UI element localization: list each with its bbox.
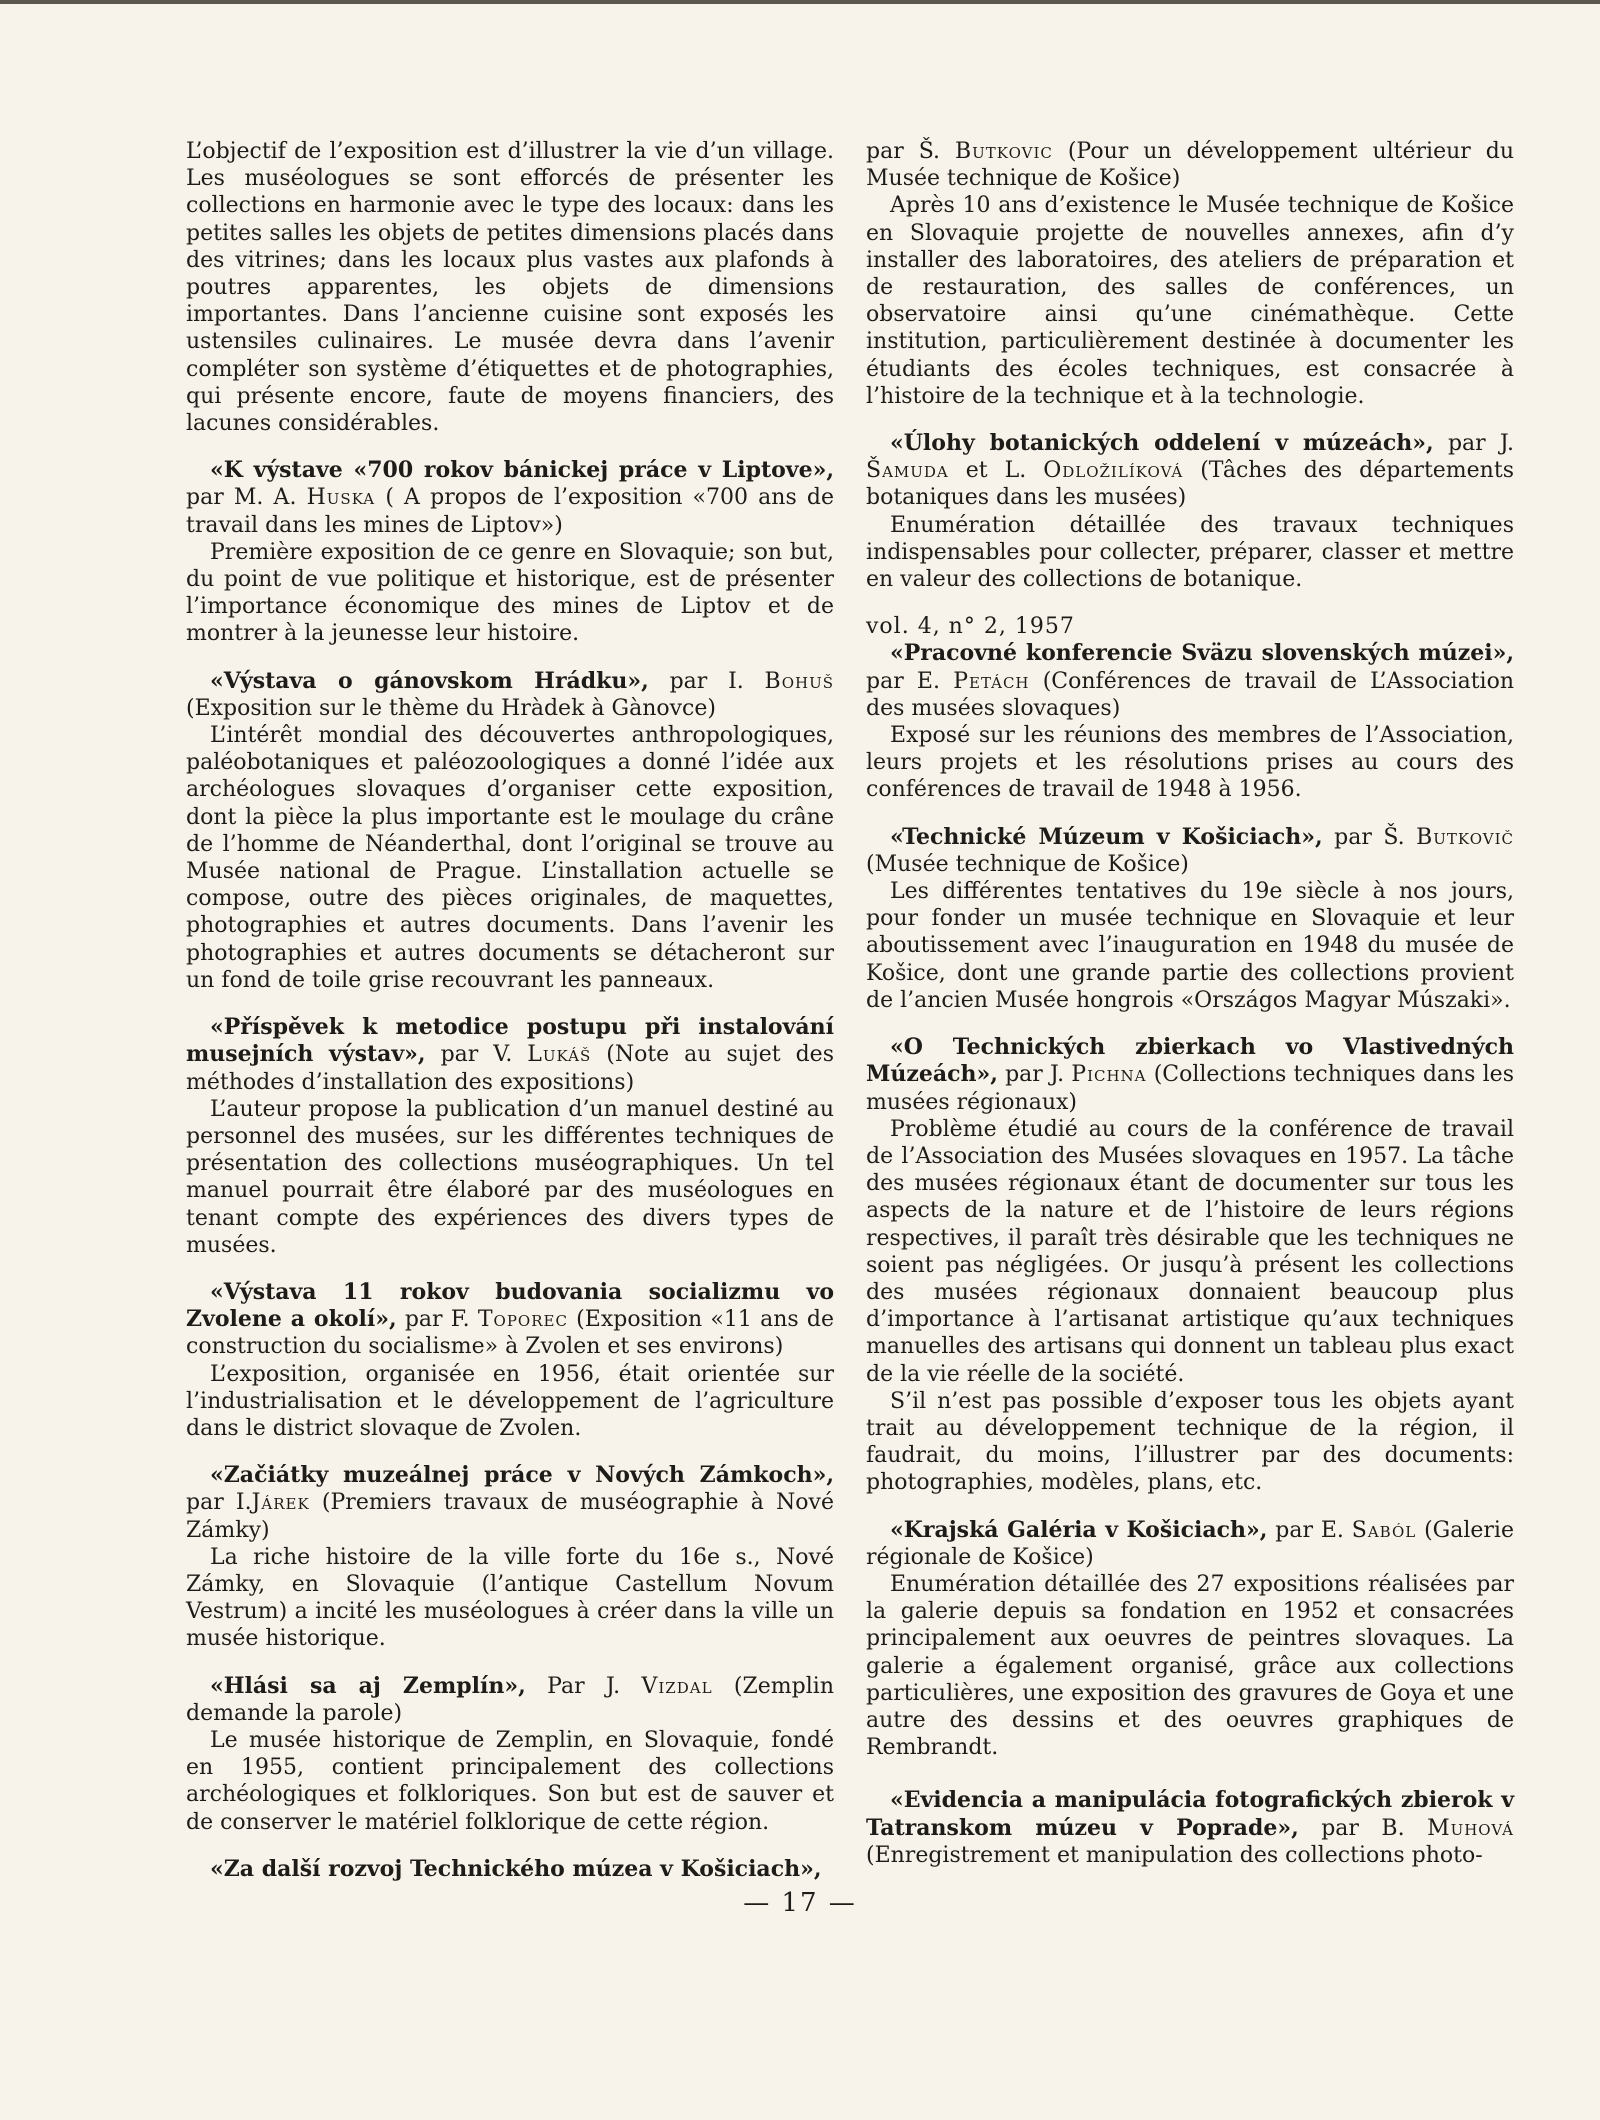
entry-summary: La riche histoire de la ville forte du 16e s., Nové Zámky, en Slovaquie (l’antique Castellum Novum Vestrum) a incité les muséologues à créer dans la ville un musée historique. bbox=[186, 1544, 834, 1652]
entry-summary: Enumération détaillée des 27 expositions réalisées par la galerie depuis sa fondation en 1952 et consacrées principalement aux oeuvres de peintres slovaques. La galerie a également organisé, grâce aux collections particulières, une exposition des gravures de Goya et une autre des dessins et des oeuvres graphiques de Rembrandt. bbox=[866, 1571, 1514, 1761]
entry-ulohy-botanickych bbox=[866, 430, 1514, 593]
entry-author: Butkovič bbox=[1416, 824, 1514, 850]
entry-summary: Après 10 ans d’existence le Musée technique de Košice en Slovaquie projette de nouvelles annexes, afin d’y installer des laboratoires, des ateliers de préparation et de restauration, des salles de conférences, un observatoire ainsi qu’une cinémathèque. Cette institution, particulièrement destinée à documenter les étudiants des écoles techniques, est consacrée à l’histoire de la technique et à la technologie. bbox=[866, 193, 1514, 409]
entry-by: par B. bbox=[1298, 1815, 1428, 1841]
entry-title: «Krajská Galéria v Košiciach», bbox=[890, 1516, 1268, 1543]
entry-technicke-muzeum bbox=[866, 824, 1514, 1014]
entry-author: Petách bbox=[953, 668, 1030, 694]
entry-heading bbox=[186, 457, 834, 539]
entry-heading bbox=[866, 138, 1514, 192]
entry-ganovskom-hradku bbox=[186, 668, 834, 994]
entry-by: par I. bbox=[186, 1490, 252, 1516]
entry-title: «Za další rozvoj Technického múzea v Košiciach», bbox=[210, 1855, 822, 1882]
entry-translation: (Exposition «11 ans de construction du socialisme» à Zvolen et ses environs) bbox=[186, 1307, 834, 1360]
entry-heading bbox=[186, 1462, 834, 1544]
entry-translation: (Galerie régionale de Košice) bbox=[866, 1517, 1514, 1570]
entry-title: «Pracovné konferencie Sväzu slovenských múzei», bbox=[890, 640, 1514, 667]
entry-title: «Začiátky muzeálnej práce v Nových Zámkoch», bbox=[210, 1462, 834, 1489]
right-column bbox=[866, 138, 1514, 1889]
entry-summary-continued: S’il n’est pas possible d’exposer tous les objets ayant trait au développement technique de la région, il faudrait, du moins, l’illustrer par des documents: photographies, modèles, plans, etc. bbox=[866, 1388, 1514, 1496]
entry-by: par Š. bbox=[866, 139, 955, 164]
page-number: — 17 — bbox=[743, 1888, 857, 1918]
entry-heading bbox=[866, 1787, 1514, 1869]
entry-by: par M. A. bbox=[186, 485, 307, 511]
entry-pracovne-konferencie bbox=[866, 640, 1514, 803]
entry-by: par J. bbox=[1433, 431, 1514, 457]
entry-heading bbox=[186, 1014, 834, 1096]
entry-author: Járek bbox=[251, 1490, 310, 1516]
entry-by: par Š. bbox=[1322, 824, 1417, 850]
entry-title: «O Technických zbierkach vo Vlastivedných Múzeách», bbox=[866, 1034, 1514, 1088]
entry-title: «Výstava o gánovskom Hrádku», bbox=[210, 667, 649, 694]
entry-title: «Úlohy botanických oddelení v múzeách», bbox=[890, 430, 1434, 457]
entry-by: et L. bbox=[948, 458, 1044, 484]
entry-heading bbox=[866, 824, 1514, 878]
entry-by: par I. bbox=[648, 668, 765, 694]
entry-summary: Les différentes tentatives du 19e siècle à nos jours, pour fonder un musée technique en Slovaquie et leur aboutissement avec l’inauguration en 1948 du musée de Košice, dont une grande partie des collections provient de l’ancien Musée hongrois «Országos Magyar Múszaki». bbox=[866, 879, 1514, 1013]
intro-paragraph: L’objectif de l’exposition est d’illustrer la vie d’un village. Les muséologues se sont efforcés de présenter les collections en harmonie avec le type des locaux: dans les petites salles les objets de petites dimensions placés dans des vitrines; dans les locaux plus vastes aux plafonds à poutres apparentes, les objets de dimensions importantes. Dans l’ancienne cuisine sont exposés les ustensiles culinaires. Le musée devra dans l’avenir compléter son système d’étiquettes et de photographies, qui présente encore, faute de moyens financiers, des lacunes considérables. bbox=[186, 139, 834, 437]
entry-author: Pichna bbox=[1071, 1062, 1147, 1088]
entry-by: par J. bbox=[997, 1062, 1072, 1088]
entry-heading bbox=[186, 1856, 834, 1883]
entry-vystava-11-rokov bbox=[186, 1279, 834, 1442]
entry-continued bbox=[866, 138, 1514, 410]
entry-zaciatky bbox=[186, 1462, 834, 1652]
entry-summary: Exposé sur les réunions des membres de l’Association, leurs projets et les résolutions prises au cours des conférences de travail de 1948 à 1956. bbox=[866, 723, 1514, 803]
entry-translation: (Tâches des départements botaniques dans les musées) bbox=[866, 458, 1514, 511]
scan-top-border bbox=[0, 0, 1600, 4]
entry-heading bbox=[186, 668, 834, 722]
entry-evidencia bbox=[866, 1787, 1514, 1869]
entry-author: Toporec bbox=[477, 1307, 568, 1333]
entry-title: «Hlási sa aj Zemplín», bbox=[210, 1672, 526, 1699]
volume-heading: vol. 4, n° 2, 1957 bbox=[866, 614, 1075, 640]
entry-by: par E. bbox=[866, 668, 954, 694]
entry-translation: (Premiers travaux de muséographie à Nové Zámky) bbox=[186, 1490, 834, 1543]
entry-k-vystave bbox=[186, 457, 834, 647]
entry-translation: (Exposition sur le thème du Hràdek à Gànovce) bbox=[186, 695, 716, 721]
entry-krajska-galeria bbox=[866, 1517, 1514, 1762]
entry-summary: L’exposition, organisée en 1956, était orientée sur l’industrialisation et le développement de l’agriculture dans le district slovaque de Zvolen. bbox=[186, 1361, 834, 1441]
entry-summary: Enumération détaillée des travaux techniques indispensables pour collecter, préparer, classer et mettre en valeur des collections de botanique. bbox=[866, 512, 1514, 593]
entry-prispevek bbox=[186, 1014, 834, 1259]
entry-summary: L’intérêt mondial des découvertes anthropologiques, paléobotaniques et paléozoologiques a donné l’idée aux archéologues slovaques d’organiser cette exposition, dont la pièce la plus importante est le moulage du crâne de l’homme de Néanderthal, dont l’original se trouve au Musée national de Prague. L’installation actuelle se compose, outre des pièces originales, de maquettes, photographies et autres documents. Dans l’avenir les photographies et autres documents se détacheront sur un fond de toile grise recouvrant les panneaux. bbox=[186, 723, 834, 993]
entry-translation: (Conférences de travail de L’Association des musées slovaques) bbox=[866, 668, 1514, 721]
entry-translation: ( A propos de l’exposition «700 ans de travail dans les mines de Liptov») bbox=[186, 485, 834, 538]
entry-author: Lukáš bbox=[527, 1042, 592, 1068]
entry-heading bbox=[866, 430, 1514, 512]
entry-by: par E. bbox=[1267, 1517, 1352, 1543]
entry-author: Muhová bbox=[1427, 1815, 1514, 1841]
entry-author: Saból bbox=[1351, 1517, 1417, 1543]
entry-by: Par J. bbox=[525, 1673, 642, 1699]
entry-heading bbox=[866, 1034, 1514, 1116]
entry-title: «Příspěvek k metodice postupu při instalování musejních výstav», bbox=[186, 1014, 834, 1068]
entry-summary: Première exposition de ce genre en Slovaquie; son but, du point de vue politique et historique, est de présenter l’importance économique des mines de Liptov et de montrer à la jeunesse leur histoire. bbox=[186, 539, 834, 647]
entry-summary: Problème étudié au cours de la conférence de travail de l’Association des Musées slovaques en 1957. La tâche des musées régionaux étant de documenter sur tous les aspects de la nature et de l’histoire de leurs régions respectives, il paraît très désirable que les techniques ne soient pas négligées. Or jusqu’à présent les collections des musées régionaux donnaient beaucoup plus d’importance à l’artisanat artistique qu’aux techniques manuelles des artisans qui donnent un tableau plus exact de la vie réelle de la société. bbox=[866, 1116, 1514, 1387]
entry-author: Huska bbox=[306, 485, 376, 511]
entry-by: par V. bbox=[425, 1042, 528, 1068]
entry-title: «K výstave «700 rokov bánickej práce v Liptove», bbox=[210, 457, 834, 484]
left-column bbox=[186, 138, 834, 1903]
entry-summary: Le musée historique de Zemplin, en Slovaquie, fondé en 1955, contient principalement des collections archéologiques et folkloriques. Son but est de sauver et de conserver le matériel folklorique de cette région. bbox=[186, 1727, 834, 1835]
entry-title: «Technické Múzeum v Košiciach», bbox=[890, 823, 1323, 850]
entry-title: «Výstava 11 rokov budovania socializmu vo Zvolene a okolí», bbox=[186, 1278, 834, 1333]
entry-author: Šamuda bbox=[866, 458, 949, 484]
entry-translation: (Note au sujet des méthodes d’installation des expositions) bbox=[186, 1042, 834, 1095]
entry-translation: (Enregistrement et manipulation des collections photo- bbox=[866, 1842, 1483, 1868]
entry-heading bbox=[186, 1279, 834, 1361]
entry-author: Vizdal bbox=[641, 1673, 713, 1699]
entry-heading bbox=[866, 640, 1514, 722]
entry-heading bbox=[866, 1517, 1514, 1571]
entry-za-dalsi-rozvoj bbox=[186, 1856, 834, 1883]
entry-summary: L’auteur propose la publication d’un manuel destiné au personnel des musées, sur les différentes techniques de présentation des collections muséographiques. Un tel manuel pourrait être élaboré par des muséologues en tenant compte des expériences des divers types de musées. bbox=[186, 1096, 834, 1258]
entry-hlasi-sa bbox=[186, 1673, 834, 1836]
entry-author: Butkovic bbox=[954, 139, 1053, 164]
entry-title: «Evidencia a manipulácia fotografických zbierok v Tatranskom múzeu v Poprade», bbox=[866, 1787, 1514, 1841]
entry-heading bbox=[186, 1673, 834, 1727]
entry-translation: (Zemplin demande la parole) bbox=[186, 1673, 834, 1726]
entry-translation: (Pour un développement ultérieur du Musée technique de Košice) bbox=[866, 139, 1515, 192]
entry-author: Odložilíková bbox=[1043, 458, 1184, 484]
entry-o-technickych-zbierkach bbox=[866, 1034, 1514, 1496]
entry-author: Bohuš bbox=[764, 668, 834, 694]
intro-entry bbox=[186, 138, 834, 437]
entry-by: par F. bbox=[396, 1307, 478, 1333]
entry-translation: (Musée technique de Košice) bbox=[866, 851, 1189, 877]
entry-translation: (Collections techniques dans les musées régionaux) bbox=[866, 1062, 1514, 1115]
